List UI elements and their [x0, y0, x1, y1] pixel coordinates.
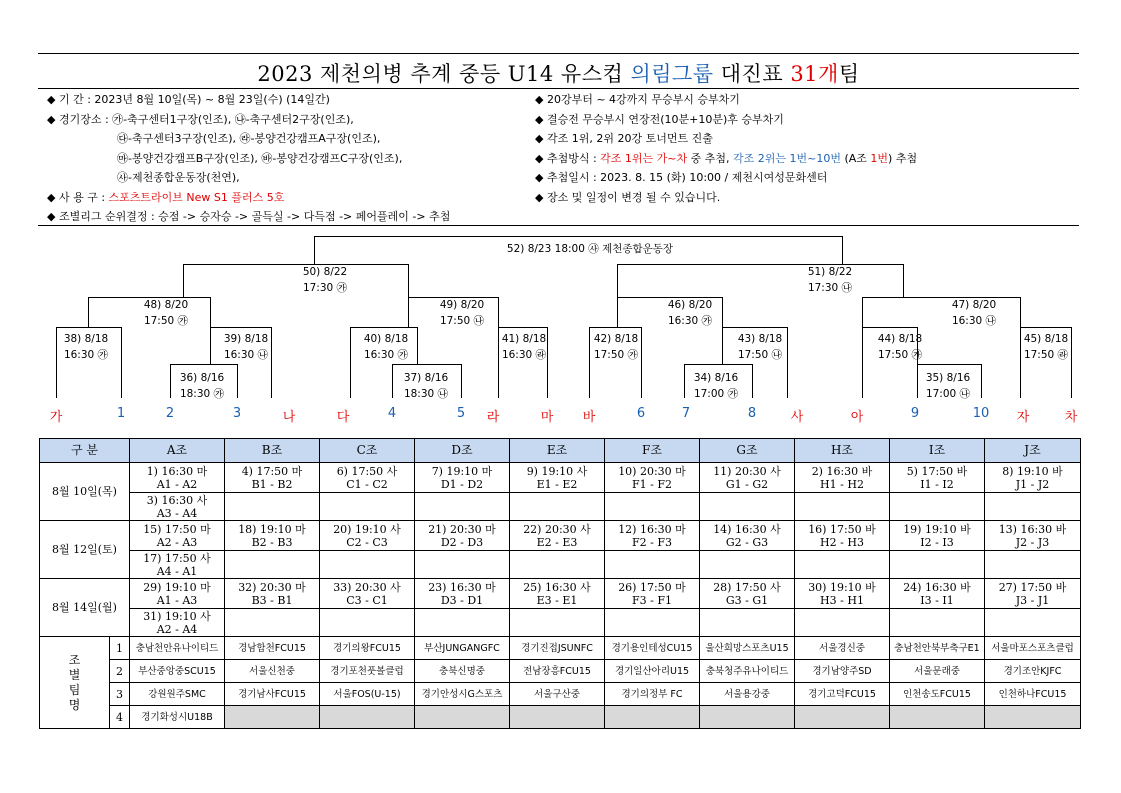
bracket-line	[170, 364, 171, 398]
team-name: 경기고덕FCU15	[795, 683, 890, 706]
match-cell: 23) 16:30 마 D3 - D1	[415, 579, 510, 609]
empty-cell	[415, 551, 510, 579]
bracket-line	[210, 327, 272, 328]
bracket-slot: 사	[790, 410, 804, 425]
rule-2: ◆ 결승전 무승부시 연장전(10분+10분)후 승부차기	[535, 112, 784, 126]
match-47-label: 47) 8/20 16:30 ㉯	[951, 299, 997, 327]
match-43-label: 43) 8/18 17:50 ㉯	[737, 333, 783, 361]
draw-method: ◆ 추첨방식 : 각조 1위는 가~차 중 추첨, 각조 2위는 1번~10번 (A조 1번) 추첨	[535, 151, 918, 165]
bracket-slot: 8	[747, 406, 757, 421]
team-row	[40, 637, 1081, 660]
team-name: 울산희망스포츠U15	[700, 637, 795, 660]
empty-cell	[225, 551, 320, 579]
empty-cell	[510, 551, 605, 579]
team-name	[605, 706, 700, 729]
bracket-slot: 바	[582, 410, 596, 425]
schedule-row	[40, 463, 1081, 493]
bracket-line	[461, 364, 462, 398]
bracket-slot: 1	[116, 406, 126, 421]
match-36-label: 36) 8/16 18:30 ㉮	[179, 372, 225, 400]
bracket-slot: 5	[456, 406, 466, 421]
team-name: 부산중앙중SCU15	[130, 660, 225, 683]
match-cell: 6) 17:50 사 C1 - C2	[320, 463, 415, 493]
bracket-line	[210, 297, 211, 327]
bracket-line	[903, 264, 904, 297]
schedule-table	[39, 438, 1081, 729]
bracket-slot: 2	[165, 406, 175, 421]
empty-cell	[510, 493, 605, 521]
team-name: 경기진접JSUNFC	[510, 637, 605, 660]
bracket-slot: 3	[232, 406, 242, 421]
bracket-slot: 자	[1016, 410, 1030, 425]
team-name	[415, 706, 510, 729]
match-cell: 33) 20:30 사 C3 - C1	[320, 579, 415, 609]
bracket-slot: 마	[540, 410, 554, 425]
bracket-slot: 9	[910, 406, 920, 421]
empty-cell	[985, 609, 1081, 637]
team-name: 부산JUNGANGFC	[415, 637, 510, 660]
bracket-line	[842, 236, 843, 264]
empty-cell	[700, 493, 795, 521]
empty-cell	[605, 609, 700, 637]
group-header: A조	[130, 439, 225, 463]
final-label: 52) 8/23 18:00 ㉴ 제천종합운동장	[506, 243, 674, 255]
rule-1: ◆ 20강부터 ~ 4강까지 무승부시 승부차기	[535, 93, 740, 106]
team-name	[320, 706, 415, 729]
bracket-line	[722, 297, 723, 327]
match-cell: 28) 17:50 사 G3 - G1	[700, 579, 795, 609]
bracket-line	[237, 364, 238, 398]
bracket-line	[862, 327, 863, 398]
empty-cell	[890, 551, 985, 579]
schedule-row	[40, 551, 1081, 579]
team-name: 충남천안유나이티드	[130, 637, 225, 660]
match-cell: 24) 16:30 바 I3 - I1	[890, 579, 985, 609]
bracket-slot: 라	[486, 410, 500, 425]
bracket-line	[1020, 327, 1071, 328]
bracket-slot: 6	[636, 406, 646, 421]
match-cell: 18) 19:10 마 B2 - B3	[225, 521, 320, 551]
match-37-label: 37) 8/16 18:30 ㉯	[403, 372, 449, 400]
match-38-label: 38) 8/18 16:30 ㉮	[63, 333, 109, 361]
bracket-line	[589, 327, 641, 328]
group-header: B조	[225, 439, 320, 463]
empty-cell	[320, 551, 415, 579]
bracket-line	[314, 236, 315, 264]
team-name	[890, 706, 985, 729]
team-name: 인천송도FCU15	[890, 683, 985, 706]
bracket-line	[210, 327, 211, 364]
bracket-line	[56, 327, 122, 328]
team-rank: 3	[110, 683, 130, 706]
match-42-label: 42) 8/18 17:50 ㉮	[593, 333, 639, 361]
rule-3: ◆ 각조 1위, 2위 20강 토너먼트 진출	[535, 132, 713, 145]
schedule-row	[40, 579, 1081, 609]
match-34-label: 34) 8/16 17:00 ㉮	[693, 372, 739, 400]
match-44-label: 44) 8/18 17:50 ㉮	[877, 333, 923, 361]
match-41-label: 41) 8/18 16:30 ㉱	[501, 333, 547, 361]
team-name	[985, 706, 1081, 729]
match-cell: 13) 16:30 바 J2 - J3	[985, 521, 1081, 551]
team-name: 경기의왕FCU15	[320, 637, 415, 660]
team-name: 경기안성시G스포츠	[415, 683, 510, 706]
match-49-label: 49) 8/20 17:50 ㉯	[439, 299, 485, 327]
bracket-line	[498, 327, 547, 328]
group-header: C조	[320, 439, 415, 463]
group-header: E조	[510, 439, 605, 463]
empty-cell	[795, 493, 890, 521]
top-rule	[38, 53, 1079, 54]
match-cell: 9) 19:10 사 E1 - E2	[510, 463, 605, 493]
bracket-line	[88, 297, 89, 327]
venues-2: ㉰-축구센터3구장(인조), ㉱-봉양건강캠프A구장(인조),	[117, 132, 381, 145]
schedule-row	[40, 521, 1081, 551]
title-rule	[38, 88, 1079, 89]
match-cell: 20) 19:10 사 C2 - C3	[320, 521, 415, 551]
match-40-label: 40) 8/18 16:30 ㉮	[363, 333, 409, 361]
match-cell: 22) 20:30 사 E2 - E3	[510, 521, 605, 551]
team-name: 경기남양주SD	[795, 660, 890, 683]
bracket-line	[917, 364, 981, 365]
bracket-slot: 4	[387, 406, 397, 421]
empty-cell	[700, 551, 795, 579]
match-cell: 1) 16:30 마 A1 - A2	[130, 463, 225, 493]
bracket-line	[684, 364, 753, 365]
empty-cell	[320, 609, 415, 637]
schedule-row	[40, 609, 1081, 637]
team-name: 강원원주SMC	[130, 683, 225, 706]
match-cell: 16) 17:50 바 H2 - H3	[795, 521, 890, 551]
bracket-line	[722, 327, 723, 364]
team-name: 서울경신중	[795, 637, 890, 660]
team-name: 경남합천FCU15	[225, 637, 320, 660]
team-rank: 1	[110, 637, 130, 660]
match-cell: 14) 16:30 사 G2 - G3	[700, 521, 795, 551]
venues: ◆ 경기장소 : ㉮-축구센터1구장(인조), ㉯-축구센터2구장(인조),	[47, 112, 354, 126]
bracket-slot: 나	[282, 410, 296, 425]
match-cell: 4) 17:50 마 B1 - B2	[225, 463, 320, 493]
bracket-line	[417, 327, 418, 364]
match-cell: 12) 16:30 마 F2 - F3	[605, 521, 700, 551]
header-corner: 구 분	[40, 439, 130, 463]
bracket-line	[183, 264, 184, 297]
empty-cell	[985, 493, 1081, 521]
match-cell: 10) 20:30 마 F1 - F2	[605, 463, 700, 493]
team-name: 서울용강중	[700, 683, 795, 706]
match-39-label: 39) 8/18 16:30 ㉯	[223, 333, 269, 361]
ball: ◆ 사 용 구 : 스포츠트라이브 New S1 플러스 5호	[47, 190, 285, 204]
match-cell: 21) 20:30 마 D2 - D3	[415, 521, 510, 551]
team-rank: 2	[110, 660, 130, 683]
empty-cell	[700, 609, 795, 637]
team-name: 경기화성시U18B	[130, 706, 225, 729]
bracket-line	[350, 327, 351, 398]
match-cell: 27) 17:50 바 J3 - J1	[985, 579, 1081, 609]
match-cell: 17) 17:50 사 A4 - A1	[130, 551, 225, 579]
empty-cell	[225, 493, 320, 521]
bracket-line	[170, 364, 238, 365]
match-cell: 3) 16:30 사 A3 - A4	[130, 493, 225, 521]
empty-cell	[510, 609, 605, 637]
notice: ◆ 장소 및 일정이 변경 될 수 있습니다.	[535, 190, 721, 204]
bracket-line	[408, 264, 409, 297]
match-cell: 29) 19:10 마 A1 - A3	[130, 579, 225, 609]
bracket-line	[408, 297, 409, 327]
info-left	[47, 90, 450, 227]
match-date: 8월 10일(목)	[40, 463, 130, 521]
team-row	[40, 683, 1081, 706]
team-name: 경기조안KJFC	[985, 660, 1081, 683]
info-right	[535, 90, 917, 207]
group-header: J조	[985, 439, 1081, 463]
bracket-slot: 7	[681, 406, 691, 421]
match-cell: 15) 17:50 마 A2 - A3	[130, 521, 225, 551]
match-51-label: 51) 8/22 17:30 ㉯	[807, 266, 853, 294]
team-name	[700, 706, 795, 729]
empty-cell	[605, 551, 700, 579]
empty-cell	[415, 493, 510, 521]
team-name: 서울문래중	[890, 660, 985, 683]
period: ◆ 기 간 : 2023년 8월 10일(목) ~ 8월 23일(수) (14일간)	[47, 93, 330, 106]
team-name: 서울구산중	[510, 683, 605, 706]
team-name: 서울마포스포츠클럽	[985, 637, 1081, 660]
match-46-label: 46) 8/20 16:30 ㉮	[667, 299, 713, 327]
venues-3: ㉲-봉양건강캠프B구장(인조), ㉳-봉양건강캠프C구장(인조),	[117, 151, 403, 165]
bracket-slot: 아	[850, 410, 864, 425]
match-cell: 11) 20:30 사 G1 - G2	[700, 463, 795, 493]
team-name: 서울FOS(U-15)	[320, 683, 415, 706]
team-name	[795, 706, 890, 729]
group-header: G조	[700, 439, 795, 463]
match-35-label: 35) 8/16 17:00 ㉯	[925, 372, 971, 400]
ranking-rule: ◆ 조별리그 순위결정 : 승점 -> 승자승 -> 골득실 -> 다득점 -> 페어플레이 -> 추첨	[47, 210, 451, 223]
bracket-line	[392, 364, 393, 398]
empty-cell	[320, 493, 415, 521]
bracket-slot: 차	[1064, 410, 1078, 425]
empty-cell	[605, 493, 700, 521]
team-name: 전남장흥FCU15	[510, 660, 605, 683]
bracket-line	[314, 236, 842, 237]
bracket-line	[752, 364, 753, 398]
bracket-line	[617, 264, 903, 265]
match-cell: 8) 19:10 바 J1 - J2	[985, 463, 1081, 493]
team-name	[510, 706, 605, 729]
bracket-line	[617, 264, 618, 297]
bracket-line	[392, 364, 461, 365]
bracket-slot: 가	[49, 410, 63, 425]
empty-cell	[985, 551, 1081, 579]
team-name: 인천하나FCU15	[985, 683, 1081, 706]
team-name	[225, 706, 320, 729]
empty-cell	[795, 551, 890, 579]
teams-label: 조 별 팀 명	[40, 637, 110, 729]
bracket-line	[862, 297, 863, 327]
match-48-label: 48) 8/20 17:50 ㉮	[143, 299, 189, 327]
schedule-row	[40, 493, 1081, 521]
team-row	[40, 660, 1081, 683]
bracket-line	[1020, 297, 1021, 327]
bracket-line	[498, 297, 499, 327]
bracket-slot: 10	[972, 406, 990, 421]
match-cell: 19) 19:10 바 I2 - I3	[890, 521, 985, 551]
bracket-line	[684, 364, 685, 398]
match-50-label: 50) 8/22 17:30 ㉮	[302, 266, 348, 294]
draw-date: ◆ 추첨일시 : 2023. 8. 15 (화) 10:00 / 제천시여성문화센터	[535, 171, 828, 184]
page-title: 2023 제천의병 추계 중등 U14 유스컵 의림그룹 대진표 31개팀	[257, 62, 860, 86]
bracket-line	[350, 327, 417, 328]
empty-cell	[890, 609, 985, 637]
bracket-slot: 다	[336, 410, 350, 425]
bracket-line	[981, 364, 982, 398]
match-cell: 2) 16:30 바 H1 - H2	[795, 463, 890, 493]
bracket-line	[722, 327, 787, 328]
team-name: 충북청주유나이티드	[700, 660, 795, 683]
match-cell: 31) 19:10 사 A2 - A4	[130, 609, 225, 637]
match-date: 8월 12일(토)	[40, 521, 130, 579]
group-header: F조	[605, 439, 700, 463]
team-name: 경기남사FCU15	[225, 683, 320, 706]
match-cell: 25) 16:30 사 E3 - E1	[510, 579, 605, 609]
bracket-line	[862, 327, 918, 328]
match-cell: 7) 19:10 마 D1 - D2	[415, 463, 510, 493]
team-row	[40, 706, 1081, 729]
team-name: 충북신명중	[415, 660, 510, 683]
bracket-line	[617, 297, 618, 327]
team-rank: 4	[110, 706, 130, 729]
team-name: 서울신천중	[225, 660, 320, 683]
match-cell: 32) 20:30 마 B3 - B1	[225, 579, 320, 609]
empty-cell	[225, 609, 320, 637]
team-name: 경기포천풋볼클럽	[320, 660, 415, 683]
match-cell: 26) 17:50 마 F3 - F1	[605, 579, 700, 609]
match-date: 8월 14일(월)	[40, 579, 130, 637]
empty-cell	[890, 493, 985, 521]
group-header: I조	[890, 439, 985, 463]
info-rule	[38, 225, 1079, 226]
team-name: 충남천안북부축구E1	[890, 637, 985, 660]
team-name: 경기용인테성CU15	[605, 637, 700, 660]
match-45-label: 45) 8/18 17:50 ㉱	[1023, 333, 1069, 361]
team-name: 경기의정부 FC	[605, 683, 700, 706]
group-header: D조	[415, 439, 510, 463]
match-cell: 5) 17:50 바 I1 - I2	[890, 463, 985, 493]
team-name: 경기일산아리U15	[605, 660, 700, 683]
group-header: H조	[795, 439, 890, 463]
empty-cell	[415, 609, 510, 637]
match-cell: 30) 19:10 바 H3 - H1	[795, 579, 890, 609]
header-row	[40, 439, 1081, 463]
empty-cell	[795, 609, 890, 637]
venues-4: ㉴-제천종합운동장(천연),	[117, 171, 240, 184]
bracket-line	[121, 327, 122, 398]
